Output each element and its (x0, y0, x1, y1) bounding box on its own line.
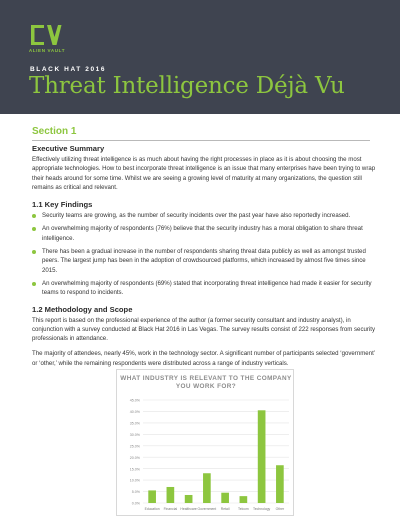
x-tick-label: Technology (253, 507, 271, 511)
y-tick-label: 45.0% (129, 398, 140, 403)
executive-summary-heading: Executive Summary (32, 144, 105, 153)
y-tick-label: 25.0% (129, 444, 140, 449)
report-title: Threat Intelligence Déjà Vu (29, 73, 345, 99)
list-item (32, 211, 378, 220)
bullet-icon (32, 227, 36, 231)
y-tick-label: 35.0% (129, 421, 140, 426)
bar-healthcare (185, 495, 193, 503)
list-item (32, 247, 378, 275)
bullet-icon (32, 214, 36, 218)
methodology-heading: 1.2 Methodology and Scope (32, 304, 133, 314)
finding-text: There has been a gradual increase in the number of respondents sharing threat data publicly as well as amongst trusted peers. The largest jump has been in the adoption of crowdsourced platforms, which increased by almost five times since 2015. (42, 248, 366, 274)
chart-plot (117, 370, 295, 516)
y-tick-label: 20.0% (129, 455, 140, 460)
header-band (0, 0, 400, 114)
finding-text: Security teams are growing, as the number of security incidents over the past year have also reportedly increased. (42, 212, 351, 220)
list-item (32, 279, 378, 298)
bar-telcom (240, 496, 248, 503)
methodology-text-1: This report is based on the professional experience of the author (a former security consultant and industry analyst), in conjunction with a survey conducted at Black Hat 2016 in Las Vegas. The survey results consist of 222 responses from security professionals in attendance. (32, 316, 376, 343)
y-tick-label: 40.0% (129, 410, 140, 415)
x-tick-label: Financial (163, 507, 178, 511)
key-findings-list (32, 211, 378, 297)
bullet-icon (32, 250, 36, 254)
bar-government (203, 473, 211, 503)
x-tick-label: Telcom (238, 507, 249, 511)
bullet-icon (32, 282, 36, 286)
section-heading: Section 1 (32, 126, 77, 137)
content-column (32, 126, 378, 368)
industry-bar-chart (116, 369, 294, 516)
x-tick-label: Other (275, 507, 285, 511)
x-tick-label: Healthcare (180, 507, 197, 511)
bar-technology (258, 410, 266, 503)
y-tick-label: 10.0% (129, 478, 140, 483)
x-tick-label: Retail (220, 507, 230, 511)
bar-financial (167, 487, 175, 503)
x-tick-label: Government (197, 507, 217, 511)
executive-summary-text: Effectively utilizing threat intelligence is as much about having the right processes in place as it is about choosing the most appropriate technologies. How to best incorporate threat intelligence is an issue that many enterprises have been trying to wrap their heads around for some time. Whilst we are seeing a growing level of maturity at many organizations, the question still remains as critical and relevant. (32, 156, 376, 191)
key-findings-heading: 1.1 Key Findings (32, 200, 93, 210)
finding-text: An overwhelming majority of respondents (76%) believe that the security industry has a moral obligation to share threat intelligence. (42, 225, 363, 242)
bar-other (276, 465, 284, 503)
methodology-text-2: The majority of attendees, nearly 45%, work in the technology sector. A significant number of participants selected ‘government’ or ‘other,’ while the remaining respondents were distributed across a range of industry verticals. (32, 350, 375, 367)
logo-text: ALIEN VAULT (28, 48, 66, 53)
y-tick-label: 5.0% (131, 490, 140, 495)
x-tick-label: Education (144, 507, 160, 511)
section-divider (32, 140, 370, 141)
finding-text: An overwhelming majority of respondents (69%) stated that incorporating threat intelligence had made it easier for security teams to respond to incidents. (42, 279, 372, 297)
report-kicker: BLACK HAT 2016 (30, 66, 107, 73)
alienvault-logo-icon (30, 22, 62, 48)
y-tick-label: 30.0% (129, 432, 140, 437)
chart-title: WHAT INDUSTRY IS RELEVANT TO THE COMPANY YOU WORK FOR? (120, 375, 292, 390)
list-item (32, 224, 378, 243)
y-tick-label: 15.0% (129, 467, 140, 472)
bar-education (148, 490, 156, 503)
bar-retail (221, 493, 229, 503)
y-tick-label: 0.0% (131, 501, 140, 506)
